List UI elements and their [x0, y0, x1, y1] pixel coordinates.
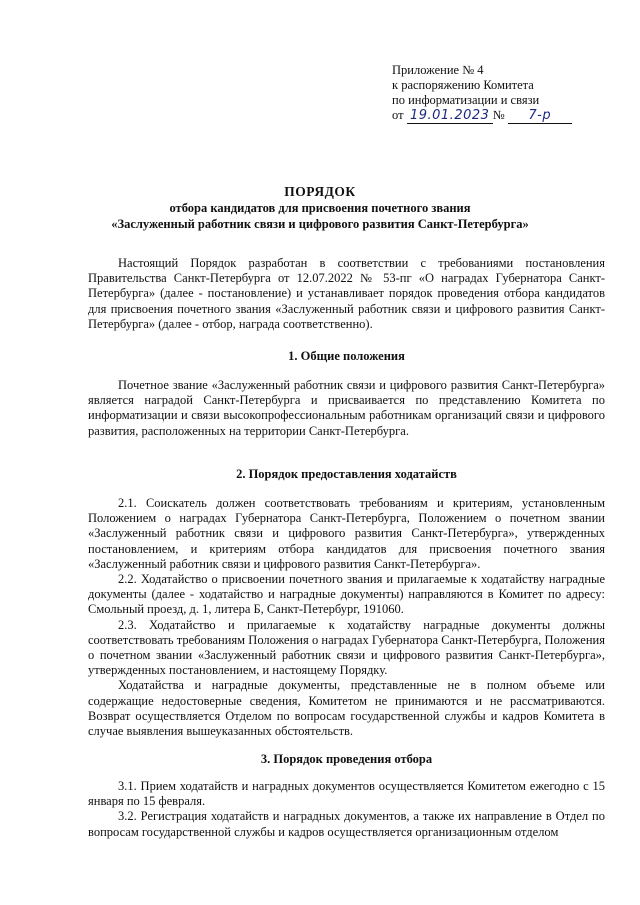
- handwritten-date: 19.01.2023: [407, 108, 493, 124]
- section-3-paragraph-1: 3.1. Прием ходатайств и наградных документов осуществляется Комитетом ежегодно с 15 января по 15 февраля.: [88, 779, 605, 809]
- section-3: [88, 779, 605, 840]
- section-3-heading: 3. Порядок проведения отбора: [260, 752, 433, 766]
- date-prefix: от: [392, 108, 404, 122]
- title-line-3: «Заслуженный работник связи и цифрового развития Санкт-Петербурга»: [111, 217, 529, 231]
- number-prefix: №: [492, 108, 505, 122]
- section-1-paragraph-1: Почетное звание «Заслуженный работник связи и цифрового развития Санкт-Петербурга» является наградой Санкт-Петербурга и присваивается по представлению Комитета по информатизации и связи высокопрофессиональным работникам организаций связи и цифрового развития, расположенных на территории Санкт-Петербурга.: [88, 378, 605, 438]
- section-2-paragraph-1: 2.1. Соискатель должен соответствовать требованиям и критериям, установленным Положением о наградах Губернатора Санкт-Петербурга, Положением о почетном звании «Заслуженный работник связи и цифрового развития Санкт-Петербурга», утвержденных постановлением, и критериям отбора кандидатов для присвоения почетного звания «Заслуженный работник связи и цифрового развития Санкт-Петербурга».: [88, 496, 605, 571]
- title-line-2: отбора кандидатов для присвоения почетного звания: [169, 201, 471, 215]
- appendix-committee: по информатизации и связи: [392, 93, 540, 107]
- section-2-paragraph-2: 2.2. Ходатайство о присвоении почетного звания и прилагаемые к ходатайству наградные документы (далее - ходатайство и наградные документы) направляются в Комитет по адресу: Смольный проезд, д. 1, литера Б, Санкт-Петербург, 191060.: [88, 572, 605, 617]
- handwritten-number: 7-р: [508, 108, 572, 124]
- document-title: [60, 183, 580, 232]
- appendix-to-order: к распоряжению Комитета: [392, 78, 534, 92]
- appendix-number: Приложение № 4: [392, 63, 484, 77]
- intro-paragraph: Настоящий Порядок разработан в соответствии с требованиями постановления Правительства Санкт-Петербурга от 12.07.2022 № 53-пг «О наградах Губернатора Санкт-Петербурга» (далее - постановление) и устанавливает порядок проведения отбора кандидатов для присвоения почетного звания «Заслуженный работник связи и цифрового развития Санкт-Петербурга» (далее - отбор, награда соответственно).: [88, 256, 605, 331]
- section-2: [88, 496, 605, 739]
- section-2-paragraph-4: Ходатайства и наградные документы, представленные не в полном объеме или содержащие недостоверные сведения, Комитетом не принимаются и не рассматриваются. Возврат осуществляется Отделом по вопросам государственной службы и кадров Комитета в случае выявления вышеуказанных обстоятельств.: [88, 678, 605, 739]
- section-3-paragraph-2: 3.2. Регистрация ходатайств и наградных документов, а также их направление в Отдел по вопросам государственной службы и кадров осуществляется организационным отделом: [88, 809, 605, 839]
- section-2-paragraph-3: 2.3. Ходатайство и прилагаемые к ходатайству наградные документы должны соответствовать требованиям Положения о наградах Губернатора Санкт-Петербурга, Положения о почетном звании «Заслуженный работник связи и цифрового развития Санкт-Петербурга», утвержденных постановлением, и настоящему Порядку.: [88, 617, 605, 678]
- section-1-heading: 1. Общие положения: [288, 349, 405, 363]
- appendix-date-line: [392, 108, 572, 124]
- intro-section: [88, 256, 605, 332]
- title-main: ПОРЯДОК: [284, 184, 356, 199]
- appendix-block: [392, 63, 572, 124]
- section-1: [88, 378, 605, 439]
- section-2-heading: 2. Порядок предоставления ходатайств: [236, 467, 457, 481]
